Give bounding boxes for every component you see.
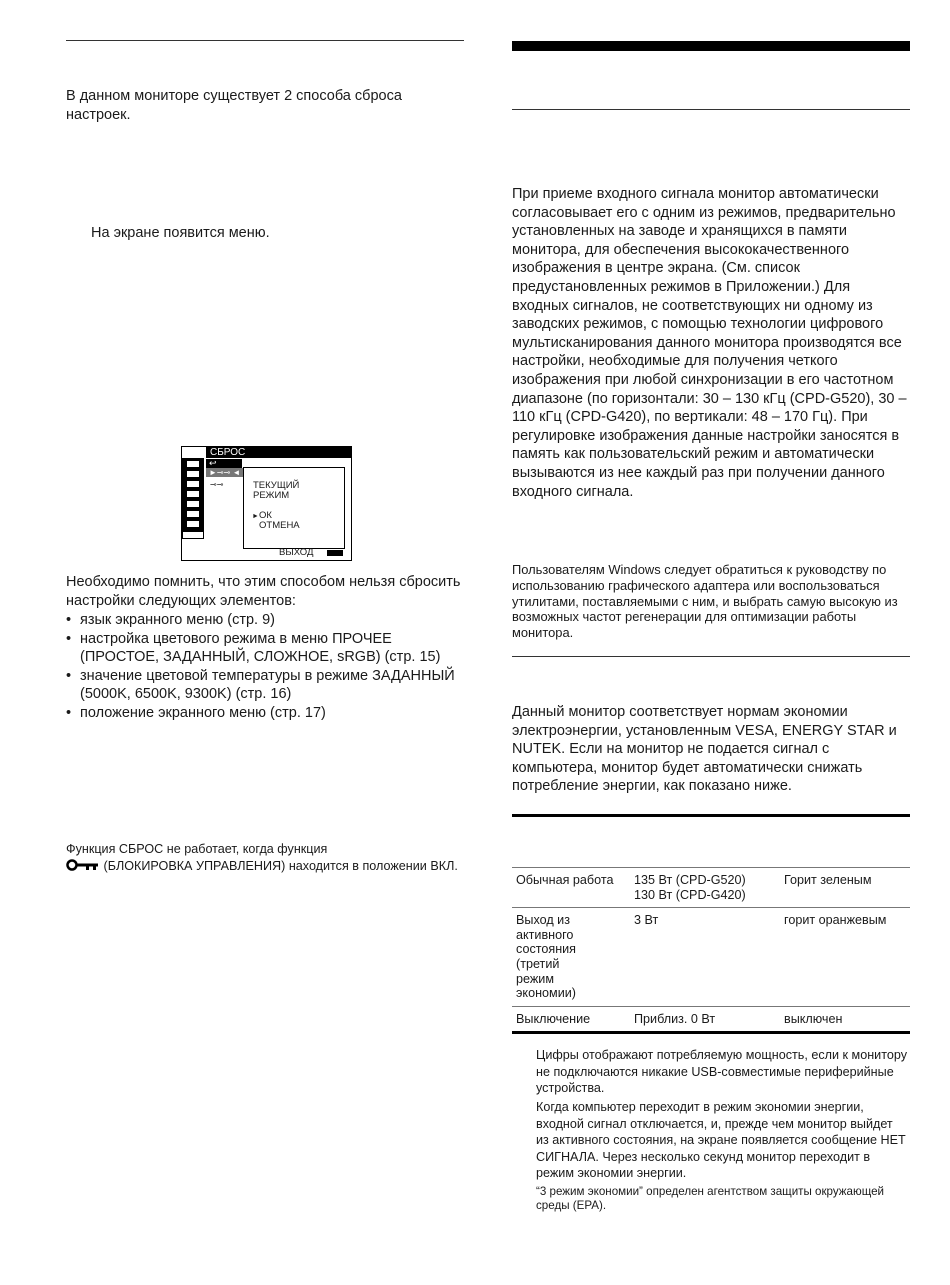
- right-top-bar: [512, 41, 910, 51]
- power-table-top-rule: [512, 814, 910, 817]
- power-value: 135 Вт (CPD-G520) 130 Вт (CPD-G420): [634, 873, 746, 902]
- right-section-rule: [512, 109, 910, 110]
- table-cell-power: Приблиз. 0 Вт: [630, 1006, 780, 1033]
- list-item: • значение цветовой температуры в режиме ЗАДАННЫЙ (5000K, 6500K, 9300K) (стр. 16): [66, 667, 471, 704]
- osd-ok-label: ОК: [258, 510, 272, 521]
- power-note-2: Когда компьютер переходит в режим экономии энергии, входной сигнал отключается, и, прежде чем монитор выйдет из активного состояния, на экране появляется сообщение НЕТ СИГНАЛА. Через несколько секунд монитор переходит в режим экономии энергии.: [536, 1100, 906, 1181]
- convergence-icon: [186, 490, 200, 498]
- osd-current-label: ТЕКУЩИЙ: [253, 480, 300, 491]
- table-cell-indicator: выключен: [780, 1006, 910, 1033]
- list-item: • положение экранного меню (стр. 17): [66, 704, 471, 723]
- table-cell-mode: Обычная работа: [512, 868, 630, 908]
- osd-reset-current-item: ►⊸⊸ ◄: [206, 468, 250, 477]
- reset-exceptions-list: [66, 611, 471, 723]
- osd-title: СБРОС: [206, 447, 351, 458]
- left-top-rule: [66, 40, 464, 41]
- table-row: [512, 1006, 910, 1033]
- power-note-1: Цифры отображают потребляемую мощность, если к монитору не подключаются никакие USB-совместимые периферийные устройства.: [536, 1048, 907, 1096]
- power-saving-text: Данный монитор соответствует нормам экономии электроэнергии, установленным VESA, ENERGY STAR и NUTEK. Если на монитор не подается сигнал с компьютера, монитор будет автоматически снижать потребление энергии, как показано ниже.: [512, 704, 897, 795]
- footnote-post: (БЛОКИРОВКА УПРАВЛЕНИЯ) находится в положении ВКЛ.: [103, 858, 458, 873]
- osd-reset-all-item: ⊸⊸: [210, 480, 224, 489]
- osd-exit-label: ВЫХОД: [279, 547, 314, 558]
- osd-mode-label: РЕЖИМ: [253, 490, 290, 501]
- auto-adjust-text: При приеме входного сигнала монитор автоматически согласовывает его с одним из режимов, предварительно установленных на заводе и хранящихся в памяти монитора, для обеспечения высококачественного изображения в центре экрана. (См. список предустановленных режимов в Приложении.) Для входных сигналов, не соответствующих ни одному из заводских режимов, с помощью технологии цифрового мультисканирования данного монитора производятся все настройки, необходимые для получения четкого изображения при любой синхронизации в его частотном диапазоне (по горизонтали: 30 – 130 кГц (CPD-G520), 30 – 110 кГц (CPD-G420), по вертикали: 48 – 170 Гц). При регулировке изображения данные настройки заносятся в память как пользовательский режим и автоматически вызываются из нее каждый раз при получении данного входного сигнала.: [512, 186, 907, 500]
- power-note-3: “3 режим экономии” определен агентством защиты окружающей среды (EPA).: [536, 1185, 885, 1212]
- brightness-icon: [186, 460, 200, 468]
- table-cell-power: [630, 868, 780, 908]
- screen-icon: [186, 500, 200, 508]
- windows-tip-text: Пользователям Windows следует обратиться к руководству по использованию графического адаптера или воспользоваться утилитами, поставляемыми с ним, и выбрать самую высокую из возможных частот регенерации для оптимизации работы монитора.: [512, 562, 898, 641]
- table-row: [512, 868, 910, 908]
- osd-return-item: ↩: [206, 459, 242, 468]
- table-cell-indicator: горит оранжевым: [780, 908, 910, 1007]
- table-cell-indicator: Горит зеленым: [780, 868, 910, 908]
- key-lock-icon: [66, 859, 100, 871]
- osd-exit-indicator: [327, 550, 343, 556]
- table-cell-mode: Выключение: [512, 1006, 630, 1033]
- power-section-rule: [512, 656, 910, 657]
- geometry-icon: [186, 480, 200, 488]
- osd-submenu-box: [243, 467, 345, 549]
- table-cell-power: 3 Вт: [630, 908, 780, 1007]
- osd-cancel-option: ОТМЕНА: [259, 520, 300, 531]
- list-item: • язык экранного меню (стр. 9): [66, 611, 471, 630]
- osd-pointer-icon: ►: [252, 513, 259, 520]
- reset-intro: В данном мониторе существует 2 способа сброса настроек.: [66, 88, 402, 123]
- menu-appears-text: На экране появится меню.: [91, 225, 270, 241]
- osd-side-icons: [182, 458, 204, 538]
- option-icon: [186, 520, 200, 528]
- reset-osd-menu: [181, 446, 352, 561]
- size-icon: [186, 470, 200, 478]
- reset-lock-footnote: [66, 841, 466, 874]
- footnote-pre: Функция СБРОС не работает, когда функция: [66, 842, 328, 856]
- list-item: • настройка цветового режима в меню ПРОЧЕЕ (ПРОСТОЕ, ЗАДАННЫЙ, СЛОЖНОЕ, sRGB) (стр. 15): [66, 630, 471, 667]
- reset-limitation-note: Необходимо помнить, что этим способом нельзя сбросить настройки следующих элементов:: [66, 574, 461, 609]
- power-table: [512, 867, 910, 1034]
- table-row: [512, 908, 910, 1007]
- color-icon: [186, 510, 200, 518]
- osd-selected-reset-icon: [182, 531, 204, 539]
- table-cell-mode: Выход из активного состояния (третий режим экономии): [512, 908, 630, 1007]
